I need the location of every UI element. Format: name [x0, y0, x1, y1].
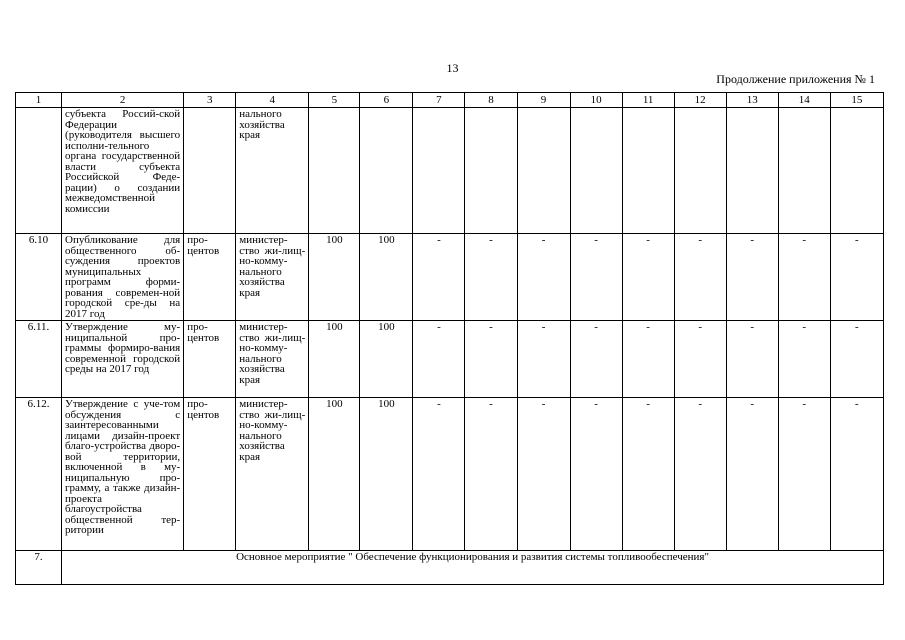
value-cell: 100 — [360, 234, 413, 321]
header-cell: 13 — [726, 93, 778, 108]
row-executor: нального хозяйства края — [236, 108, 309, 234]
header-cell: 12 — [674, 93, 726, 108]
row-number: 6.11. — [16, 321, 62, 398]
value-cell — [360, 108, 413, 234]
header-cell: 10 — [570, 93, 622, 108]
value-cell: - — [570, 321, 622, 398]
value-cell: - — [570, 234, 622, 321]
row-executor: министер-ство жи-лищ-но-комму-нального хозяйства края — [236, 234, 309, 321]
value-cell: - — [674, 234, 726, 321]
value-cell: 100 — [309, 234, 360, 321]
value-cell: - — [517, 321, 570, 398]
header-cell: 8 — [465, 93, 517, 108]
value-cell: - — [726, 398, 778, 551]
row-executor: министер-ство жи-лищ-но-комму-нального хозяйства края — [236, 321, 309, 398]
value-cell: - — [465, 234, 517, 321]
section-row — [16, 551, 884, 585]
value-cell — [465, 108, 517, 234]
value-cell: - — [830, 234, 883, 321]
header-cell: 1 — [16, 93, 62, 108]
value-cell: - — [778, 398, 830, 551]
value-cell: - — [517, 398, 570, 551]
row-number: 6.10 — [16, 234, 62, 321]
header-cell: 6 — [360, 93, 413, 108]
value-cell: 100 — [309, 398, 360, 551]
value-cell: - — [778, 321, 830, 398]
header-cell: 15 — [830, 93, 883, 108]
value-cell: 100 — [360, 398, 413, 551]
value-cell: - — [778, 234, 830, 321]
table-row — [16, 234, 884, 321]
value-cell: - — [413, 234, 465, 321]
header-cell: 4 — [236, 93, 309, 108]
header-row — [16, 93, 884, 108]
value-cell: - — [830, 321, 883, 398]
value-cell — [309, 108, 360, 234]
value-cell — [726, 108, 778, 234]
value-cell: - — [622, 234, 674, 321]
value-cell: 100 — [309, 321, 360, 398]
row-executor: министер-ство жи-лищ-но-комму-нального хозяйства края — [236, 398, 309, 551]
program-table — [15, 92, 884, 585]
continuation-label: Продолжение приложения № 1 — [716, 72, 875, 86]
header-cell: 9 — [517, 93, 570, 108]
value-cell: - — [413, 321, 465, 398]
value-cell: - — [674, 321, 726, 398]
row-description: Утверждение му-ниципальной про-граммы формиро-вания современной городской среды на 2017 год — [62, 321, 184, 398]
value-cell — [778, 108, 830, 234]
row-description: субъекта Россий-ской Федерации (руководителя высшего исполни-тельного органа государственной власти субъекта Российской Феде-рации) о создании межведомственной комиссии — [62, 108, 184, 234]
header-cell: 7 — [413, 93, 465, 108]
header-cell: 5 — [309, 93, 360, 108]
value-cell: - — [517, 234, 570, 321]
value-cell — [413, 108, 465, 234]
section-title: Основное мероприятие " Обеспечение функционирования и развития системы топливообеспечения" — [62, 551, 884, 585]
row-number — [16, 108, 62, 234]
row-description: Опубликование для общественного об-суждения проектов муниципальных программ форми-рования современ-ной городской сре-ды на 2017 год — [62, 234, 184, 321]
value-cell: 100 — [360, 321, 413, 398]
value-cell: - — [465, 321, 517, 398]
page-number: 13 — [446, 61, 459, 75]
row-unit — [184, 108, 236, 234]
value-cell: - — [726, 321, 778, 398]
value-cell: - — [726, 234, 778, 321]
value-cell: - — [622, 321, 674, 398]
value-cell — [830, 108, 883, 234]
header-cell: 3 — [184, 93, 236, 108]
section-number: 7. — [16, 551, 62, 585]
row-number: 6.12. — [16, 398, 62, 551]
value-cell: - — [465, 398, 517, 551]
value-cell — [570, 108, 622, 234]
table-row — [16, 321, 884, 398]
value-cell — [674, 108, 726, 234]
row-unit: про-центов — [184, 234, 236, 321]
value-cell: - — [830, 398, 883, 551]
header-cell: 14 — [778, 93, 830, 108]
row-description: Утверждение с уче-том обсуждения с заинтересованными лицами дизайн-проект благо-устройства дворо-вой территории, включенной в му-ниципальную про-грамму, а также дизайн-проекта благоустройства общественной тер-ритории — [62, 398, 184, 551]
value-cell: - — [570, 398, 622, 551]
table-row — [16, 108, 884, 234]
row-unit: про-центов — [184, 398, 236, 551]
header-cell: 2 — [62, 93, 184, 108]
value-cell: - — [674, 398, 726, 551]
value-cell: - — [622, 398, 674, 551]
value-cell — [517, 108, 570, 234]
header-cell: 11 — [622, 93, 674, 108]
value-cell — [622, 108, 674, 234]
value-cell: - — [413, 398, 465, 551]
row-unit: про-центов — [184, 321, 236, 398]
table-row — [16, 398, 884, 551]
